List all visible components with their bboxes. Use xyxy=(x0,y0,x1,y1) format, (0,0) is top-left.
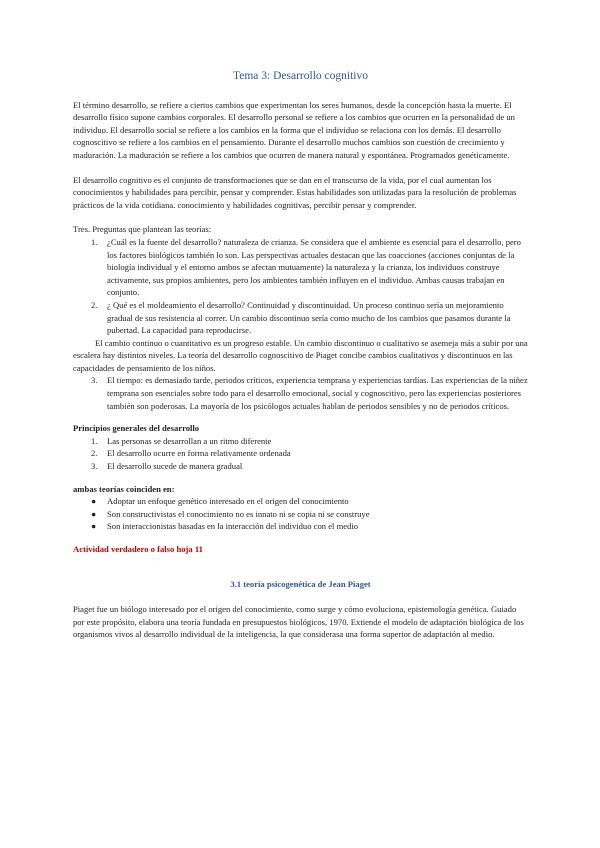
activity-note: Actividad verdadero o falso hoja 11 xyxy=(73,544,203,554)
list-item-text: El desarrollo ocurre en forma relativamente ordenada xyxy=(107,448,291,459)
principles-list xyxy=(73,435,528,473)
theories-list xyxy=(73,495,528,533)
paragraph-desarrollo-cognitivo: El desarrollo cognitivo es el conjunto de transformaciones que se dan en el transcurso de la vida, por el cual aumentan los conocimientos y habilidades para percibir, pensar y comprender. Estas habilidades son utilizadas para la resolución de problemas prácticos de la vida cotidiana. conocimiento y habilidades cognitivas, percibir pensar y comprender. xyxy=(73,174,517,210)
list-item xyxy=(73,520,528,533)
document-page xyxy=(73,70,528,653)
list-item-text: Son interaccionistas basadas en la interacción del individuo con el medio xyxy=(107,521,359,532)
list-item xyxy=(73,508,528,521)
bullet-icon: ● xyxy=(91,521,97,532)
list-item-text: Adoptar un enfoque genético interesado en el origen del conocimiento xyxy=(107,496,349,507)
list-item xyxy=(73,495,528,508)
list-number: 2. xyxy=(91,299,98,310)
list-item xyxy=(73,299,528,337)
theories-heading: ambas teorías coinciden en: xyxy=(73,483,175,494)
principles-heading: Principios generales del desarrollo xyxy=(73,423,200,434)
list-item-text: Son constructivistas el conocimiento no es innato ni se copia ni se construye xyxy=(107,508,370,519)
list-item xyxy=(73,460,528,473)
section-title: 3.1 teoría psicogenética de Jean Piaget xyxy=(230,578,371,589)
list-item-text: El desarrollo sucede de manera gradual xyxy=(107,461,243,472)
list-item xyxy=(73,447,528,460)
list-number: 1. xyxy=(91,435,98,446)
list-item-text: ¿ Qué es el moldeamiento el desarrollo? Continuidad y discontinuidad. Un proceso continuo sería un mejoramiento gradual de sus resistencia al correr. Un cambio discontinuo sería como mucho de los cambios que pasamos durante la pubertad. La capacidad para reproducirse. xyxy=(107,299,511,336)
list-number: 3. xyxy=(91,461,98,472)
list-number: 2. xyxy=(91,448,98,459)
questions-list xyxy=(73,236,528,337)
questions-list-continued xyxy=(73,374,528,412)
list-number: 3. xyxy=(91,375,98,386)
bullet-icon: ● xyxy=(91,508,97,519)
paragraph-piaget: Piaget fue un biólogo interesado por el origen del conocimiento, como surge y cómo evoluciona, epistemología genética. Guiado por este propósito, elabora una teoría fundada en presupuestos biológicos, 1970. Extiende el modelo de adaptación biológica de los organismos vivos al desarrollo individual de la inteligencia, la que considerasa una forma superior de adaptación al medio. xyxy=(73,604,524,640)
list-number: 1. xyxy=(91,236,98,247)
list-item xyxy=(73,374,528,412)
paragraph-cambio-continuo: El cambio continuo o cuantitativo es un progreso estable. Un cambio discontinuo o cualitativo se asemeja más a subir por una escalera hay distintos niveles. La teoría del desarrollo cognoscitivo de Piaget concibe cambios cualitativos y discontinuos en las capacidades de pensamiento de los niños. xyxy=(73,337,528,373)
questions-intro: Tres. Preguntas que plantean las teorías: xyxy=(73,224,212,235)
list-item xyxy=(73,435,528,448)
list-item-text: Las personas se desarrollan a un ritmo diferente xyxy=(107,435,272,446)
bullet-icon: ● xyxy=(91,496,97,507)
list-item-text: El tiempo: es demasiado tarde, periodos críticos, experiencia temprana y experiencias tardías. Las experiencias de la niñez temprana son esenciales sobre todo para el desarrollo emocional, social y cognoscitivo, pero las experiencias posteriores también son poderosas. La mayoría de los psicólogos actuales hablan de periodos sensibles y no de periodos críticos. xyxy=(107,375,528,411)
list-item-text: ¿Cuál es la fuente del desarrollo? naturaleza de crianza. Se considera que el ambiente es esencial para el desarrollo, pero los factores biológicos también lo son. Las perspectivas actuales destacan que las coacciones (acciones conjuntas de la biología individual y el entorno ambos se afectan mutuamente) la naturaleza y la crianza, los individuos construye activamente, sus propios ambientes, pero los ambientes también influyen en el individuo. Ambas causas trabajan en conjunto. xyxy=(107,236,521,298)
paragraph-desarrollo: El término desarrollo, se refiere a ciertos cambios que experimentan los seres humanos, desde la concepción hasta la muerte. El desarrollo físico supone cambios corporales. El desarrollo personal se refiere a los cambios que ocurren en la personalidad de un individuo. El desarrollo social se refiere a los cambios en la forma que el individuo se relaciona con los demás. El desarrollo cognoscitivo se refiere a los cambios en el pensamiento. Durante el desarrollo muchos cambios son cuestión de crecimiento y maduración. La maduración se refiere a los cambios que ocurren de manera natural y espontánea. Programados genéticamente. xyxy=(73,99,515,160)
page-title: Tema 3: Desarrollo cognitivo xyxy=(233,70,368,82)
list-item xyxy=(73,236,528,299)
